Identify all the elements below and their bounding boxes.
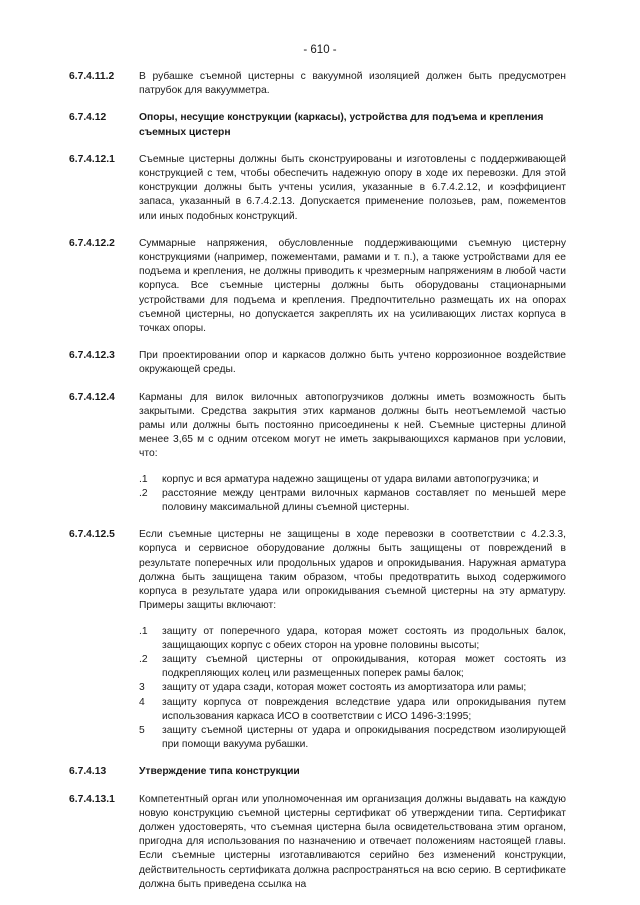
section-number: 6.7.4.12.3 — [69, 350, 115, 362]
section-6-7-4-12-3 — [0, 349, 640, 377]
list-marker: .1 — [139, 625, 148, 637]
section-text: Суммарные напряжения, обусловленные поддерживающими съемную цистерну конструкциями (например, пожементами, рамами и т. п.), а также устройствами для ее подъема и крепления, не должны приводить к чрезмерным напряжениям в любой части корпуса. Все съемные цистерны должны быть оборудованы стационарными устройствами для подъема и крепления. Предпочтительно размещать их на опорах съемной цистерны, но допускается закреплять их на усиливающих листах корпуса в точках опоры. — [139, 237, 566, 335]
list-marker: .2 — [139, 487, 148, 499]
section-6-7-4-13 — [0, 765, 640, 779]
list-item-text: защиту съемной цистерны от опрокидывания, которая может состоять из подкрепляющих колец или размещенных поперек рамы балок; — [162, 653, 566, 680]
list-item — [139, 681, 566, 695]
list-item-text: защиту корпуса от повреждения вследствие удара или опрокидывания путем использования каркаса ИСО в соответствии с ИСО 1496-3:1995; — [162, 696, 566, 722]
section-6-7-4-12-4 — [0, 391, 640, 516]
list-marker: .1 — [139, 473, 148, 485]
page-number: - 610 - — [303, 44, 337, 56]
section-6-7-4-12-2 — [0, 237, 640, 336]
list-marker: 4 — [139, 696, 145, 708]
list-item — [139, 625, 566, 653]
list-item-text: защиту съемной цистерны от удара и опрокидывания посредством изолирующей при помощи вакуума рубашки. — [162, 724, 566, 751]
list-item — [139, 473, 566, 487]
section-heading: Утверждение типа конструкции — [139, 766, 300, 778]
section-number: 6.7.4.12.5 — [69, 529, 115, 541]
list-item — [139, 487, 566, 515]
section-6-7-4-11-2 — [0, 70, 640, 98]
section-6-7-4-12-1 — [0, 153, 640, 224]
list-marker: 5 — [139, 724, 145, 736]
section-number: 6.7.4.13 — [69, 766, 107, 778]
section-text: В рубашке съемной цистерны с вакуумной изоляцией должен быть предусмотрен патрубок для вакуумметра. — [139, 71, 566, 97]
section-number: 6.7.4.12.1 — [69, 153, 115, 165]
list-item-text: защиту от удара сзади, которая может состоять из амортизатора или рамы; — [162, 682, 527, 694]
section-text: Компетентный орган или уполномоченная им организация должны выдавать на каждую новую конструкцию съемной цистерны сертификат об утверждении типа. Сертификат должен удостоверять, что съемная цистерна была освидетельствована этим органом, пригодна для использования по назначению и отвечает положениям настоящей главы. Если съемные цистерны изготавливаются серийно без изменений конструкции, действительность сертификата должна распространяться на всю серию. В сертификате должна быть приведена ссылка на — [139, 793, 566, 890]
condition-list — [0, 473, 640, 516]
document-body — [0, 70, 640, 905]
section-heading: Опоры, несущие конструкции (каркасы), устройства для подъема и крепления съемных цистерн — [139, 112, 544, 138]
section-number: 6.7.4.12.4 — [69, 391, 115, 403]
list-item — [139, 696, 566, 724]
section-number: 6.7.4.12.2 — [69, 237, 115, 249]
list-item-text: корпус и вся арматура надежно защищены от удара вилами автопогрузчика; и — [162, 473, 539, 485]
section-6-7-4-12 — [0, 111, 640, 139]
section-6-7-4-13-1 — [0, 793, 640, 892]
list-marker: 3 — [139, 682, 145, 694]
list-item-text: защиту от поперечного удара, которая может состоять из продольных балок, защищающих корпус с обеих сторон на уровне половины высоты; — [162, 625, 566, 651]
list-item — [139, 653, 566, 681]
list-item-text: расстояние между центрами вилочных карманов составляет по меньшей мере половину максимальной длины съемной цистерны. — [162, 487, 566, 514]
section-text: При проектировании опор и каркасов должно быть учтено коррозионное воздействие окружающей среды. — [139, 350, 566, 376]
section-number: 6.7.4.11.2 — [69, 71, 115, 82]
section-number: 6.7.4.12 — [69, 112, 107, 124]
section-number: 6.7.4.13.1 — [69, 793, 115, 805]
protection-examples-list — [0, 625, 640, 753]
section-text: Карманы для вилок вилочных автопогрузчиков должны иметь возможность быть закрытыми. Средства закрытия этих карманов должны быть неотъемлемой частью рамы или должны быть постоянно присоединены к ней. Съемные цистерны длиной менее 3,65 м с одним отсеком могут не иметь закрывающихся карманов при условии, что: — [139, 391, 566, 460]
section-text: Если съемные цистерны не защищены в ходе перевозки в соответствии с 4.2.3.3, корпуса и сервисное оборудование должны быть защищены от повреждений в результате поперечных или продольных ударов и опрокидывания. Наружная арматура должна быть защищена таким образом, чтобы предотвратить выход содержимого корпуса в результате удара или опрокидывания съемной цистерны на эту арматуру. Примеры защиты включают: — [139, 529, 566, 612]
section-text: Съемные цистерны должны быть сконструированы и изготовлены с поддерживающей конструкцией с тем, чтобы обеспечить надежную опору в ходе их перевозки. Для этой конструкции должны быть учтены усилия, указанные в 6.7.4.2.12, и коэффициент запаса, указанный в 6.7.4.2.13. Допускается применение полозьев, рам, пожементов или иных подобных конструкций. — [139, 153, 566, 222]
list-marker: .2 — [139, 653, 148, 665]
list-item — [139, 724, 566, 752]
section-6-7-4-12-5 — [0, 528, 640, 752]
